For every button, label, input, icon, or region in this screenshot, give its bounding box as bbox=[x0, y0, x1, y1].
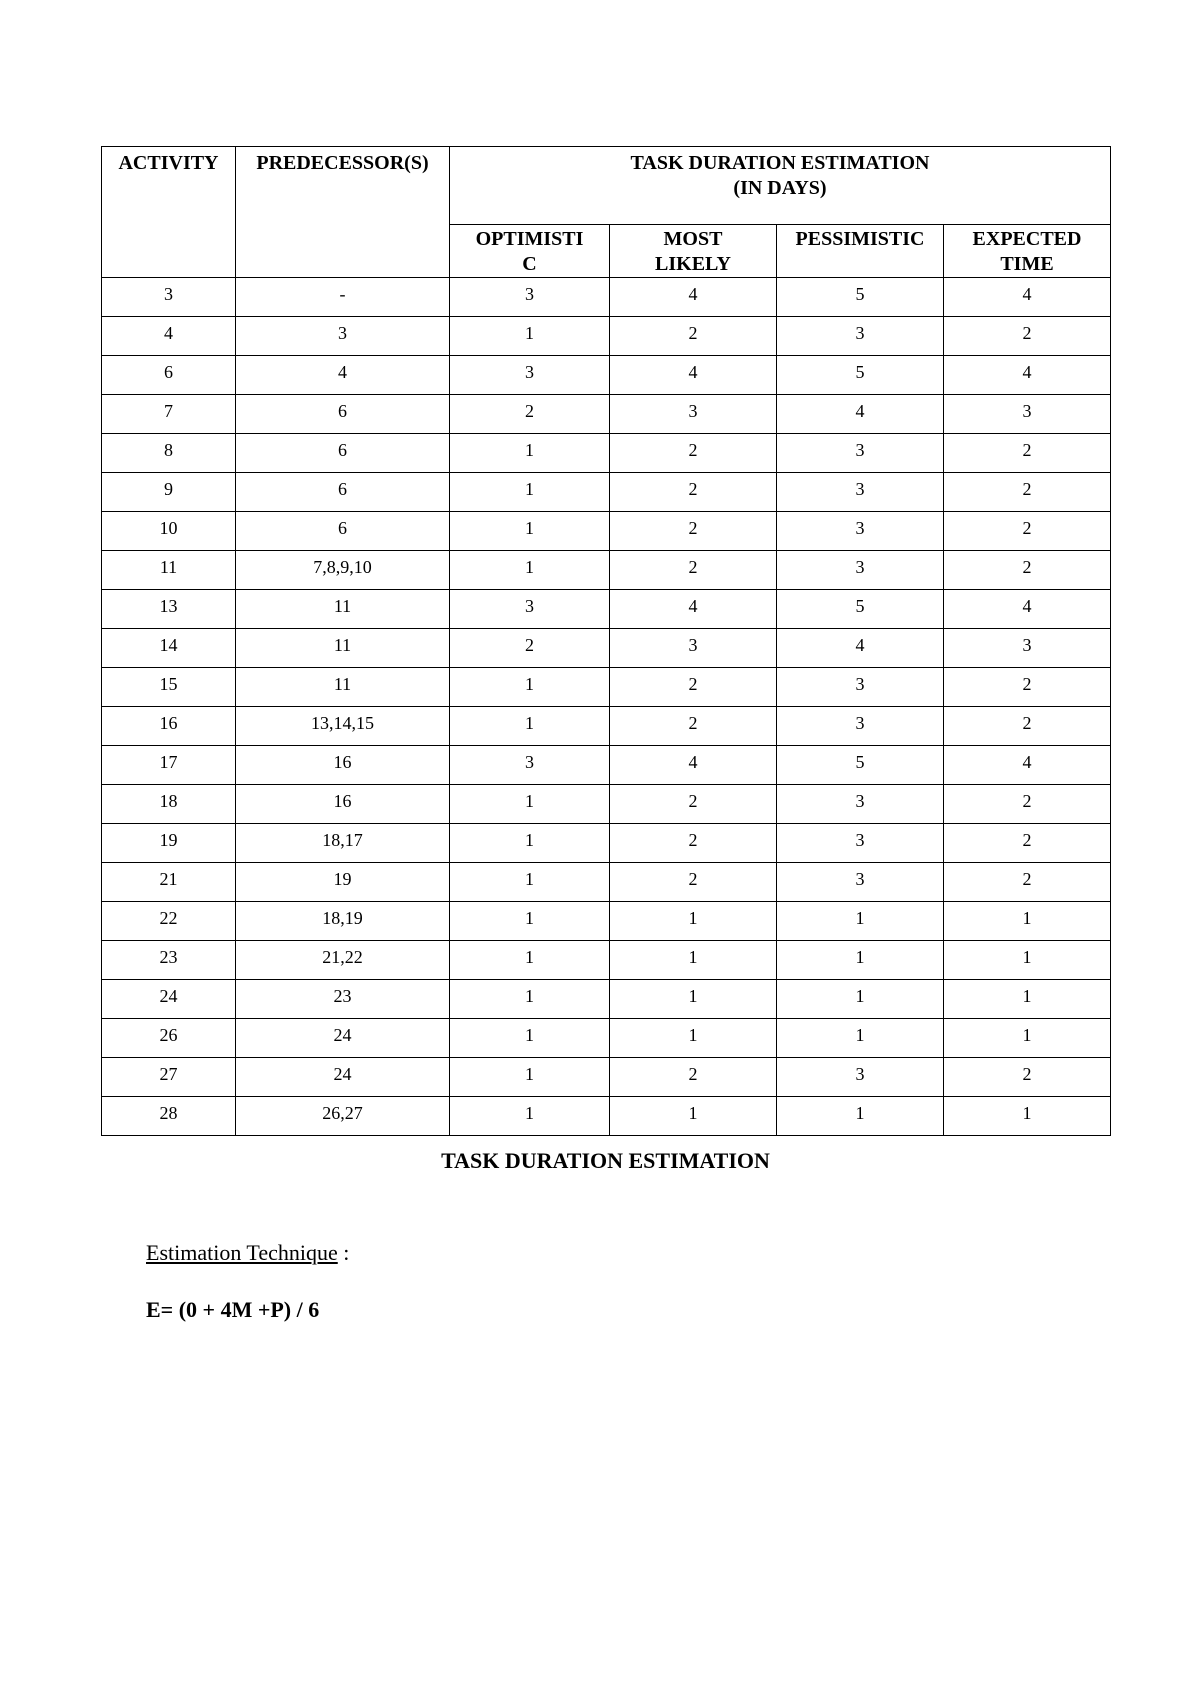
table-caption: TASK DURATION ESTIMATION bbox=[441, 1148, 770, 1173]
cell-expected-time: 2 bbox=[944, 668, 1111, 707]
table-row bbox=[102, 473, 1111, 512]
cell-optimistic: 1 bbox=[450, 941, 610, 980]
cell-pessimistic: 5 bbox=[777, 356, 944, 395]
table-row bbox=[102, 1019, 1111, 1058]
cell-most-likely: 1 bbox=[610, 980, 777, 1019]
cell-pessimistic: 3 bbox=[777, 1058, 944, 1097]
table-row bbox=[102, 1058, 1111, 1097]
cell-expected-time: 1 bbox=[944, 1097, 1111, 1136]
table-row bbox=[102, 317, 1111, 356]
cell-activity: 7 bbox=[102, 395, 236, 434]
cell-most-likely: 4 bbox=[610, 356, 777, 395]
table-row bbox=[102, 707, 1111, 746]
cell-predecessors: 6 bbox=[236, 512, 450, 551]
cell-predecessors: 16 bbox=[236, 785, 450, 824]
cell-activity: 15 bbox=[102, 668, 236, 707]
cell-activity: 19 bbox=[102, 824, 236, 863]
cell-predecessors: 11 bbox=[236, 629, 450, 668]
header-group-line2: (IN DAYS) bbox=[733, 177, 827, 199]
cell-activity: 21 bbox=[102, 863, 236, 902]
header-most-likely: MOST LIKELY bbox=[610, 225, 777, 278]
cell-optimistic: 1 bbox=[450, 473, 610, 512]
table-row bbox=[102, 434, 1111, 473]
cell-activity: 17 bbox=[102, 746, 236, 785]
cell-pessimistic: 4 bbox=[777, 395, 944, 434]
table-row bbox=[102, 980, 1111, 1019]
cell-pessimistic: 3 bbox=[777, 512, 944, 551]
cell-predecessors: 24 bbox=[236, 1019, 450, 1058]
cell-optimistic: 3 bbox=[450, 590, 610, 629]
cell-pessimistic: 3 bbox=[777, 434, 944, 473]
cell-expected-time: 2 bbox=[944, 317, 1111, 356]
cell-most-likely: 4 bbox=[610, 746, 777, 785]
cell-pessimistic: 3 bbox=[777, 317, 944, 356]
estimation-technique-label: Estimation Technique bbox=[146, 1240, 338, 1265]
cell-most-likely: 2 bbox=[610, 863, 777, 902]
cell-activity: 22 bbox=[102, 902, 236, 941]
cell-expected-time: 2 bbox=[944, 863, 1111, 902]
cell-optimistic: 1 bbox=[450, 1019, 610, 1058]
cell-most-likely: 1 bbox=[610, 1019, 777, 1058]
cell-pessimistic: 3 bbox=[777, 785, 944, 824]
header-predecessors: PREDECESSOR(S) bbox=[236, 147, 450, 278]
cell-predecessors: 11 bbox=[236, 668, 450, 707]
cell-activity: 27 bbox=[102, 1058, 236, 1097]
table-body bbox=[102, 278, 1111, 1136]
cell-activity: 23 bbox=[102, 941, 236, 980]
cell-expected-time: 1 bbox=[944, 1019, 1111, 1058]
cell-expected-time: 2 bbox=[944, 824, 1111, 863]
header-expected-time: EXPECTED TIME bbox=[944, 225, 1111, 278]
table-row bbox=[102, 785, 1111, 824]
header-task-duration-group bbox=[450, 147, 1111, 225]
header-group-line1: TASK DURATION ESTIMATION bbox=[630, 152, 930, 174]
cell-optimistic: 1 bbox=[450, 902, 610, 941]
cell-predecessors: 26,27 bbox=[236, 1097, 450, 1136]
cell-most-likely: 3 bbox=[610, 629, 777, 668]
cell-expected-time: 2 bbox=[944, 512, 1111, 551]
cell-most-likely: 4 bbox=[610, 590, 777, 629]
cell-most-likely: 2 bbox=[610, 512, 777, 551]
cell-pessimistic: 5 bbox=[777, 746, 944, 785]
cell-optimistic: 1 bbox=[450, 317, 610, 356]
cell-pessimistic: 1 bbox=[777, 980, 944, 1019]
cell-activity: 4 bbox=[102, 317, 236, 356]
cell-activity: 3 bbox=[102, 278, 236, 317]
cell-expected-time: 2 bbox=[944, 473, 1111, 512]
cell-expected-time: 2 bbox=[944, 785, 1111, 824]
cell-predecessors: 7,8,9,10 bbox=[236, 551, 450, 590]
cell-most-likely: 2 bbox=[610, 668, 777, 707]
cell-expected-time: 1 bbox=[944, 902, 1111, 941]
cell-activity: 26 bbox=[102, 1019, 236, 1058]
cell-optimistic: 1 bbox=[450, 668, 610, 707]
cell-optimistic: 2 bbox=[450, 395, 610, 434]
table-row bbox=[102, 629, 1111, 668]
cell-pessimistic: 3 bbox=[777, 863, 944, 902]
cell-pessimistic: 3 bbox=[777, 668, 944, 707]
estimation-formula: E= (0 + 4M +P) / 6 bbox=[146, 1297, 320, 1322]
estimation-technique bbox=[146, 1240, 349, 1266]
cell-optimistic: 1 bbox=[450, 1097, 610, 1136]
cell-most-likely: 1 bbox=[610, 902, 777, 941]
table-header-row bbox=[102, 147, 1111, 225]
table-row bbox=[102, 668, 1111, 707]
cell-most-likely: 1 bbox=[610, 1097, 777, 1136]
cell-predecessors: 3 bbox=[236, 317, 450, 356]
cell-pessimistic: 3 bbox=[777, 473, 944, 512]
cell-pessimistic: 1 bbox=[777, 1019, 944, 1058]
cell-expected-time: 2 bbox=[944, 707, 1111, 746]
cell-optimistic: 1 bbox=[450, 707, 610, 746]
task-duration-table bbox=[101, 146, 1111, 1136]
cell-activity: 8 bbox=[102, 434, 236, 473]
cell-predecessors: 11 bbox=[236, 590, 450, 629]
cell-pessimistic: 5 bbox=[777, 590, 944, 629]
cell-most-likely: 2 bbox=[610, 434, 777, 473]
header-activity: ACTIVITY bbox=[102, 147, 236, 278]
estimation-technique-colon: : bbox=[337, 1240, 350, 1265]
table-row bbox=[102, 551, 1111, 590]
cell-predecessors: 21,22 bbox=[236, 941, 450, 980]
cell-optimistic: 1 bbox=[450, 863, 610, 902]
table-row bbox=[102, 356, 1111, 395]
cell-most-likely: 2 bbox=[610, 551, 777, 590]
cell-expected-time: 4 bbox=[944, 746, 1111, 785]
table-row bbox=[102, 395, 1111, 434]
cell-most-likely: 4 bbox=[610, 278, 777, 317]
cell-predecessors: 4 bbox=[236, 356, 450, 395]
cell-expected-time: 1 bbox=[944, 980, 1111, 1019]
cell-activity: 6 bbox=[102, 356, 236, 395]
cell-predecessors: 19 bbox=[236, 863, 450, 902]
cell-optimistic: 1 bbox=[450, 434, 610, 473]
cell-activity: 18 bbox=[102, 785, 236, 824]
cell-optimistic: 3 bbox=[450, 278, 610, 317]
cell-pessimistic: 4 bbox=[777, 629, 944, 668]
cell-predecessors: 16 bbox=[236, 746, 450, 785]
cell-optimistic: 1 bbox=[450, 785, 610, 824]
header-pessimistic: PESSIMISTIC bbox=[777, 225, 944, 278]
cell-most-likely: 3 bbox=[610, 395, 777, 434]
cell-optimistic: 1 bbox=[450, 551, 610, 590]
table-row bbox=[102, 824, 1111, 863]
cell-pessimistic: 5 bbox=[777, 278, 944, 317]
cell-most-likely: 2 bbox=[610, 824, 777, 863]
cell-optimistic: 3 bbox=[450, 746, 610, 785]
cell-expected-time: 2 bbox=[944, 551, 1111, 590]
cell-activity: 11 bbox=[102, 551, 236, 590]
cell-optimistic: 1 bbox=[450, 824, 610, 863]
cell-expected-time: 4 bbox=[944, 590, 1111, 629]
cell-predecessors: 24 bbox=[236, 1058, 450, 1097]
cell-predecessors: 18,19 bbox=[236, 902, 450, 941]
cell-activity: 14 bbox=[102, 629, 236, 668]
cell-optimistic: 1 bbox=[450, 512, 610, 551]
cell-most-likely: 2 bbox=[610, 473, 777, 512]
cell-pessimistic: 1 bbox=[777, 941, 944, 980]
table-row bbox=[102, 590, 1111, 629]
cell-activity: 13 bbox=[102, 590, 236, 629]
cell-activity: 28 bbox=[102, 1097, 236, 1136]
table-row bbox=[102, 746, 1111, 785]
cell-predecessors: 13,14,15 bbox=[236, 707, 450, 746]
table-row bbox=[102, 863, 1111, 902]
cell-activity: 24 bbox=[102, 980, 236, 1019]
cell-expected-time: 2 bbox=[944, 434, 1111, 473]
cell-predecessors: 6 bbox=[236, 395, 450, 434]
cell-most-likely: 2 bbox=[610, 317, 777, 356]
cell-predecessors: - bbox=[236, 278, 450, 317]
cell-optimistic: 2 bbox=[450, 629, 610, 668]
table-row bbox=[102, 902, 1111, 941]
cell-pessimistic: 1 bbox=[777, 1097, 944, 1136]
table-row bbox=[102, 512, 1111, 551]
cell-expected-time: 3 bbox=[944, 395, 1111, 434]
header-optimistic: OPTIMISTI C bbox=[450, 225, 610, 278]
table-row bbox=[102, 1097, 1111, 1136]
cell-pessimistic: 1 bbox=[777, 902, 944, 941]
cell-most-likely: 1 bbox=[610, 941, 777, 980]
cell-most-likely: 2 bbox=[610, 785, 777, 824]
cell-pessimistic: 3 bbox=[777, 551, 944, 590]
cell-activity: 16 bbox=[102, 707, 236, 746]
cell-activity: 9 bbox=[102, 473, 236, 512]
cell-predecessors: 18,17 bbox=[236, 824, 450, 863]
table-row bbox=[102, 941, 1111, 980]
cell-expected-time: 1 bbox=[944, 941, 1111, 980]
cell-pessimistic: 3 bbox=[777, 707, 944, 746]
cell-predecessors: 6 bbox=[236, 473, 450, 512]
cell-optimistic: 1 bbox=[450, 980, 610, 1019]
cell-expected-time: 3 bbox=[944, 629, 1111, 668]
cell-most-likely: 2 bbox=[610, 1058, 777, 1097]
cell-predecessors: 23 bbox=[236, 980, 450, 1019]
cell-pessimistic: 3 bbox=[777, 824, 944, 863]
cell-optimistic: 1 bbox=[450, 1058, 610, 1097]
cell-expected-time: 4 bbox=[944, 356, 1111, 395]
cell-predecessors: 6 bbox=[236, 434, 450, 473]
cell-activity: 10 bbox=[102, 512, 236, 551]
cell-most-likely: 2 bbox=[610, 707, 777, 746]
cell-expected-time: 4 bbox=[944, 278, 1111, 317]
cell-optimistic: 3 bbox=[450, 356, 610, 395]
table-row bbox=[102, 278, 1111, 317]
cell-expected-time: 2 bbox=[944, 1058, 1111, 1097]
